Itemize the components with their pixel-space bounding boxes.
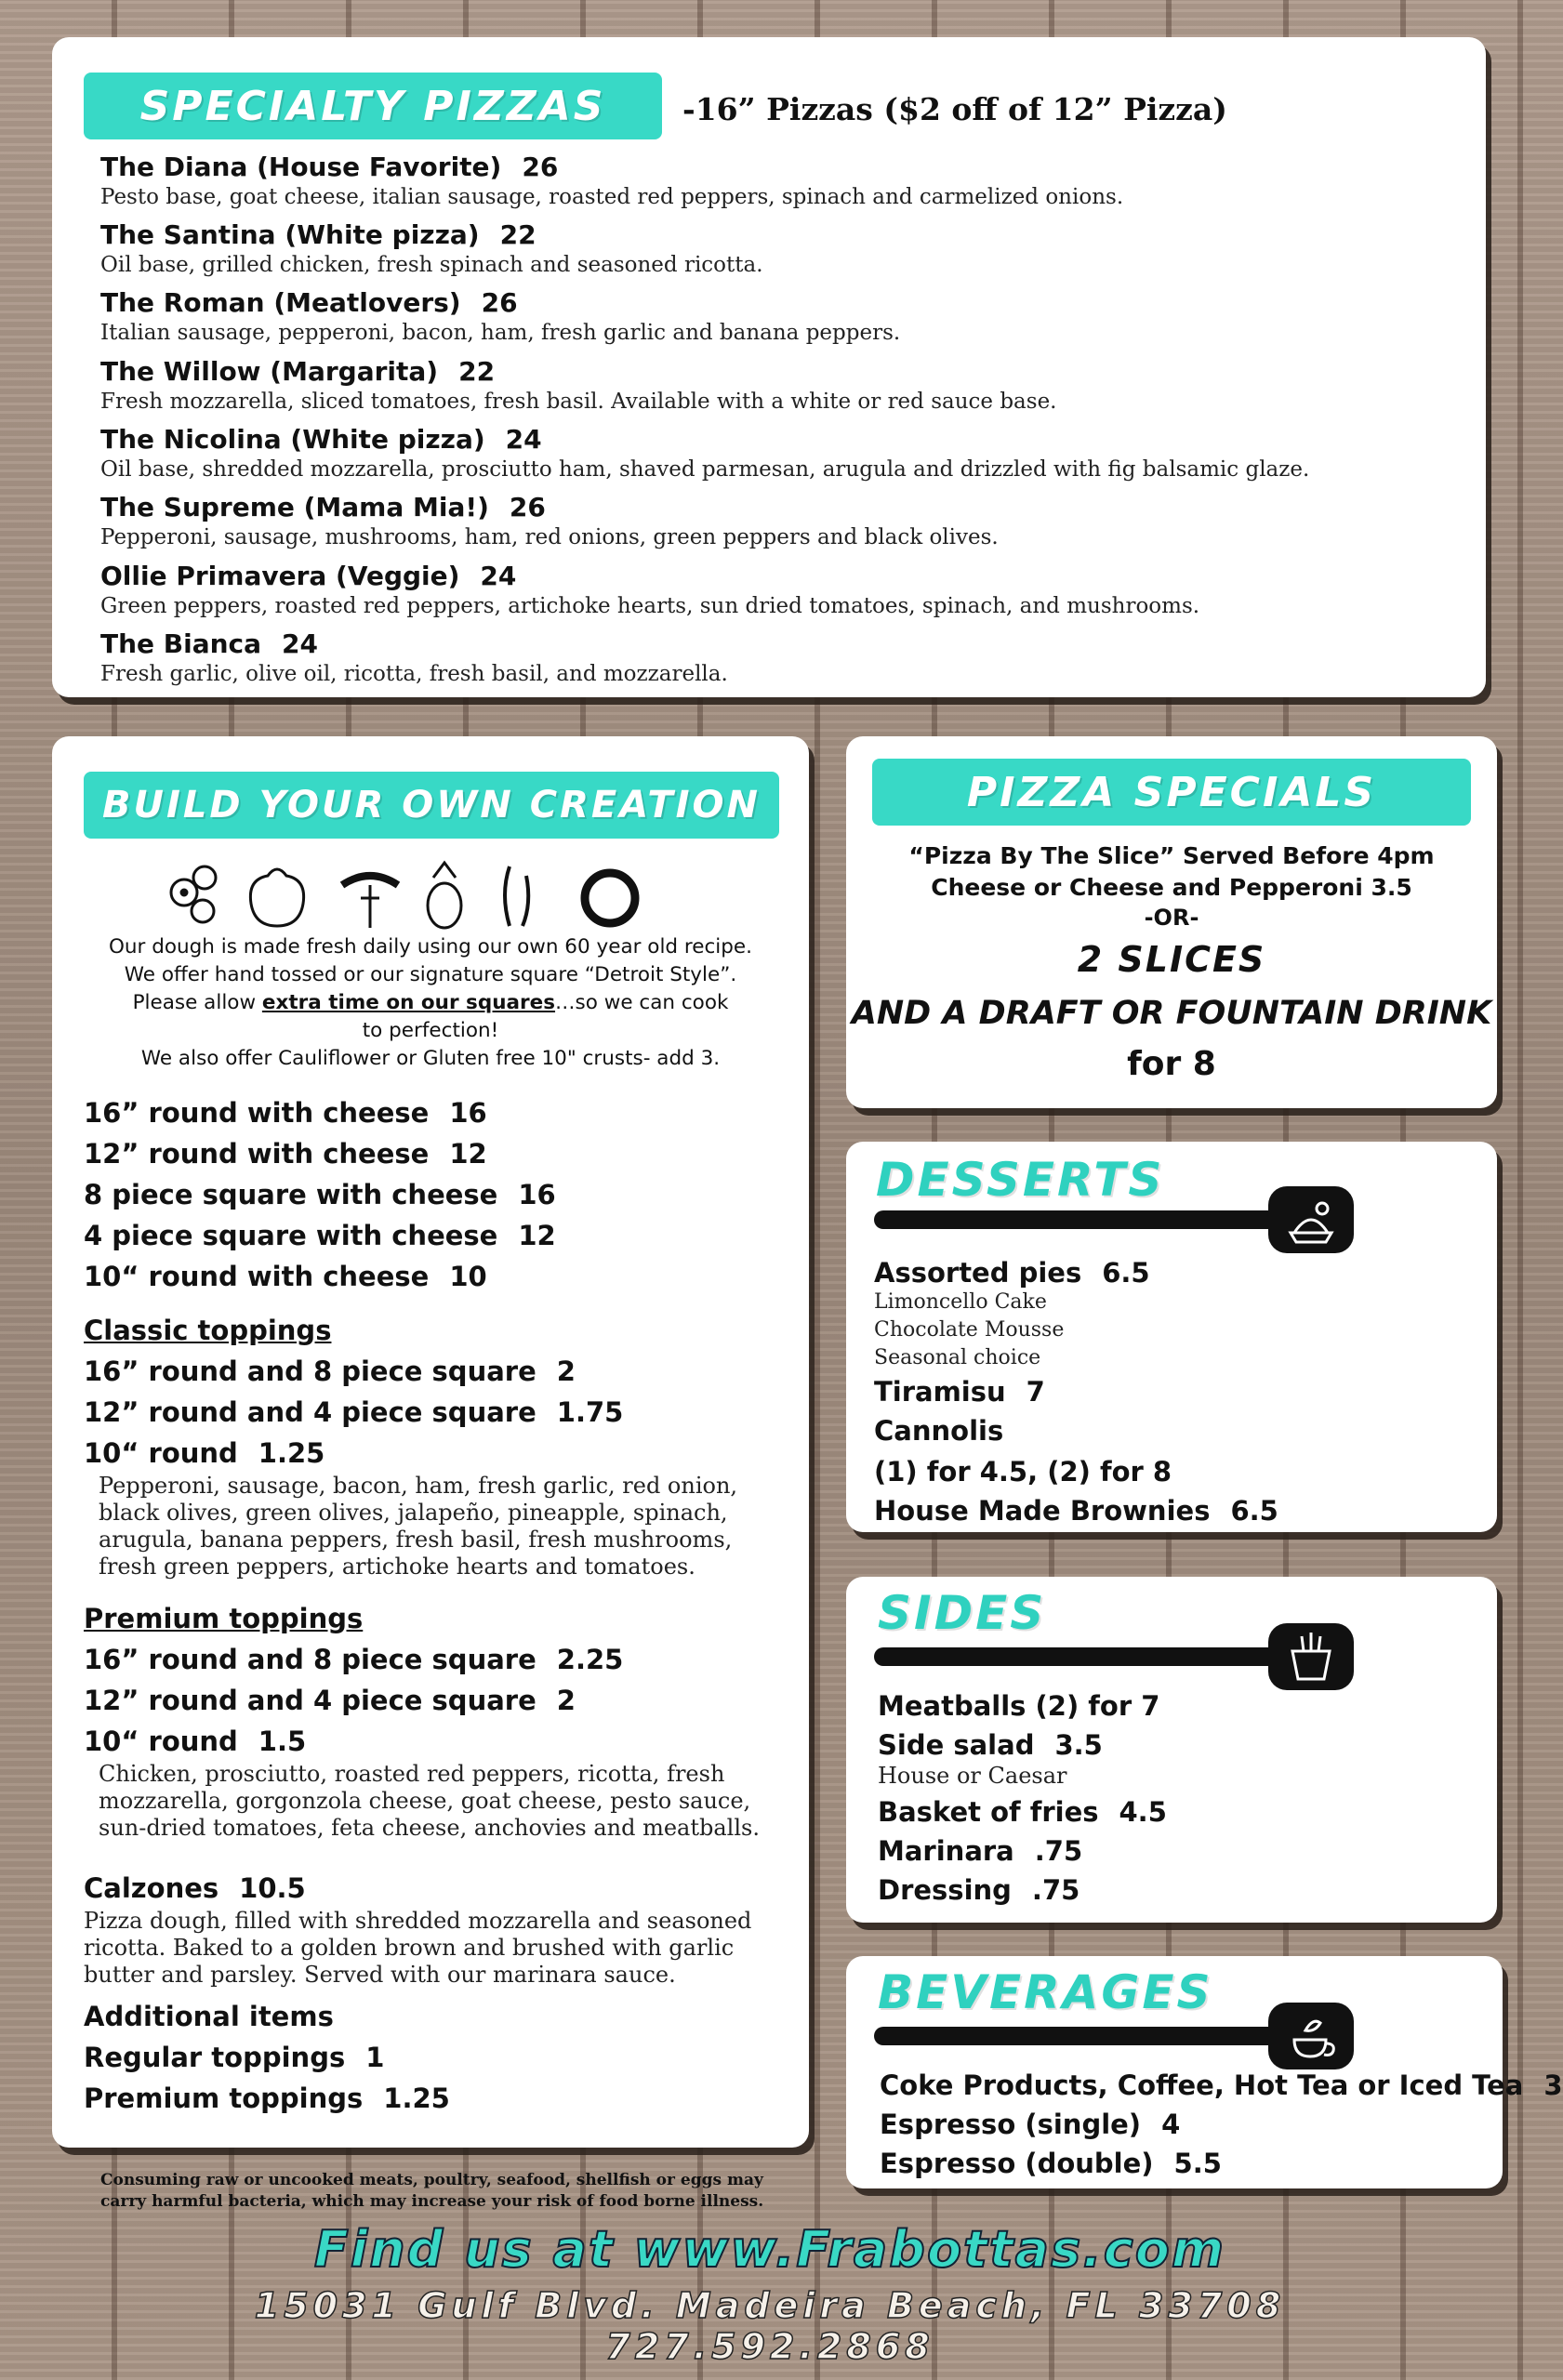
address: 15031 Gulf Blvd. Madeira Beach, FL 33708 (254, 2285, 1286, 2326)
spatula-handle (874, 1647, 1302, 1666)
side-row: Marinara .75 (878, 1835, 1083, 1867)
side-row: Meatballs (2) for 7 (878, 1690, 1160, 1722)
item-price: 22 (499, 219, 536, 250)
pie-option: Seasonal choice (874, 1346, 1041, 1369)
tea-cup-icon (1268, 2003, 1354, 2069)
item-desc: Oil base, grilled chicken, fresh spinach and seasoned ricotta. (100, 253, 763, 277)
specialty-pizzas-banner (84, 73, 662, 139)
specials-line: Cheese or Cheese and Pepperoni 3.5 (931, 874, 1412, 901)
ingredient-icons (166, 857, 686, 932)
dessert-row: Assorted pies 6.5 (874, 1257, 1150, 1289)
intro-line: Please allow extra time on our squares…so we can cook (132, 991, 729, 1014)
item-name: The Bianca (100, 628, 262, 659)
menu-item (100, 423, 1421, 483)
beverage-row: Espresso (single) 4 (880, 2109, 1181, 2140)
classic-row: 16” round and 8 piece square 2 (84, 1355, 576, 1387)
item-desc: Green peppers, roasted red peppers, artichoke hearts, sun dried tomatoes, spinach, and mushrooms. (100, 594, 1200, 618)
pizza-specials-title: PIZZA SPECIALS (966, 768, 1377, 816)
specialty-subtitle: -16” Pizzas ($2 off of 12” Pizza) (682, 91, 1227, 127)
premium-row: 16” round and 8 piece square 2.25 (84, 1644, 624, 1675)
build-your-own-banner (84, 772, 779, 839)
additional-row: Regular toppings 1 (84, 2042, 385, 2073)
dessert-icon (1268, 1186, 1354, 1253)
chili-icon (505, 866, 510, 926)
item-name: The Roman (Meatlovers) (100, 287, 461, 318)
sausage-fork-icon (342, 876, 398, 885)
item-price: 22 (458, 356, 496, 387)
specials-line: 2 SLICES (1077, 939, 1266, 980)
intro-line: Our dough is made fresh daily using our own 60 year old recipe. (108, 935, 752, 959)
item-price: 26 (509, 492, 546, 522)
classic-toppings-desc: Pepperoni, sausage, bacon, ham, fresh garlic, red onion, black olives, green olives, jalapeño, pineapple, spinach, arugula, banana peppers, fresh basil, fresh mushrooms, fresh green peppers, artichoke hearts and tomatoes. (99, 1473, 738, 1580)
premium-row: 10“ round 1.5 (84, 1726, 307, 1757)
classic-row: 12” round and 4 piece square 1.75 (84, 1396, 624, 1428)
item-name: The Diana (House Favorite) (100, 152, 502, 182)
spatula-handle (874, 2027, 1302, 2045)
fries-icon (1268, 1623, 1354, 1690)
item-desc: Oil base, shredded mozzarella, prosciutto ham, shaved parmesan, arugula and drizzled with fig balsamic glaze. (100, 457, 1310, 482)
calzones-desc: Pizza dough, filled with shredded mozzarella and seasoned ricotta. Baked to a golden brown and brushed with garlic butter and parsley. Served with our marinara sauce. (84, 1908, 752, 1988)
item-desc: Pesto base, goat cheese, italian sausage, roasted red peppers, spinach and carmelized onions. (100, 185, 1124, 209)
specials-line: AND A DRAFT OR FOUNTAIN DRINK (851, 995, 1492, 1032)
base-row: 10“ round with cheese 10 (84, 1261, 487, 1292)
pineapple-icon (428, 883, 461, 928)
item-name: The Willow (Margarita) (100, 356, 439, 387)
specialty-pizzas-title: SPECIALTY PIZZAS (139, 82, 606, 130)
menu-item (100, 628, 1421, 687)
side-row: Side salad 3.5 (878, 1729, 1103, 1761)
beverage-row: Coke Products, Coffee, Hot Tea or Iced Tea 3 (880, 2069, 1563, 2101)
intro-line: We also offer Cauliflower or Gluten free 10" crusts- add 3. (140, 1047, 721, 1070)
specials-line: -OR- (1144, 905, 1199, 931)
menu-item (100, 218, 1421, 278)
specials-body (846, 840, 1497, 1090)
premium-toppings-heading: Premium toppings (84, 1603, 364, 1634)
base-row: 4 piece square with cheese 12 (84, 1220, 556, 1251)
dessert-row: Cannolis (874, 1415, 1004, 1447)
item-price: 24 (282, 628, 318, 659)
item-price: 26 (481, 287, 518, 318)
side-row: Dressing .75 (878, 1874, 1080, 1906)
beverages-title: BEVERAGES (878, 1965, 1213, 2019)
item-desc: Fresh mozzarella, sliced tomatoes, fresh basil. Available with a white or red sauce base. (100, 390, 1057, 414)
item-price: 24 (480, 561, 517, 591)
premium-toppings-desc: Chicken, prosciutto, roasted red peppers, ricotta, fresh mozzarella, gorgonzola cheese, goat cheese, pesto sauce, sun-dried tomatoes, feta cheese, anchovies and meatballs. (99, 1761, 760, 1841)
build-intro (52, 933, 809, 1073)
item-name: The Supreme (Mama Mia!) (100, 492, 489, 522)
intro-line: We offer hand tossed or our signature square “Detroit Style”. (124, 963, 737, 986)
item-name: The Santina (White pizza) (100, 219, 480, 250)
pizza-specials-banner (872, 759, 1471, 826)
ingredients-icon (166, 857, 686, 932)
dessert-row: House Made Brownies 6.5 (874, 1495, 1278, 1527)
menu-item (100, 286, 1421, 346)
website-link[interactable]: Find us at www.Frabottas.com (313, 2220, 1226, 2279)
item-desc: Fresh garlic, olive oil, ricotta, fresh basil, and mozzarella. (100, 662, 728, 686)
item-name: Ollie Primavera (Veggie) (100, 561, 460, 591)
intro-line: to perfection! (362, 1019, 499, 1042)
pie-option: Limoncello Cake (874, 1290, 1047, 1314)
classic-row: 10“ round 1.25 (84, 1437, 325, 1469)
sides-title: SIDES (878, 1586, 1047, 1640)
dessert-row: (1) for 4.5, (2) for 8 (874, 1456, 1172, 1488)
menu-item (100, 151, 1421, 210)
menu-item (100, 491, 1421, 550)
desserts-title: DESSERTS (876, 1153, 1165, 1207)
item-desc: Pepperoni, sausage, mushrooms, ham, red onions, green peppers and black olives. (100, 525, 999, 549)
item-price: 26 (522, 152, 559, 182)
pepper-icon (250, 869, 303, 926)
build-your-own-title: BUILD YOUR OWN CREATION (101, 784, 761, 826)
item-price: 24 (505, 424, 542, 455)
side-note: House or Caesar (878, 1763, 1067, 1789)
beverage-row: Espresso (double) 5.5 (880, 2148, 1222, 2179)
specials-line: “Pizza By The Slice” Served Before 4pm (908, 842, 1435, 869)
base-row: 16” round with cheese 16 (84, 1097, 487, 1129)
item-desc: Italian sausage, pepperoni, bacon, ham, fresh garlic and banana peppers. (100, 321, 901, 345)
phone-number[interactable]: 727.592.2868 (605, 2326, 934, 2367)
pie-option: Chocolate Mousse (874, 1318, 1065, 1342)
calzones-row: Calzones 10.5 (84, 1872, 306, 1904)
item-name: The Nicolina (White pizza) (100, 424, 485, 455)
premium-row: 12” round and 4 piece square 2 (84, 1685, 576, 1716)
base-row: 8 piece square with cheese 16 (84, 1179, 556, 1210)
additional-items-heading: Additional items (84, 2001, 334, 2032)
side-row: Basket of fries 4.5 (878, 1796, 1167, 1828)
menu-item (100, 355, 1421, 415)
dessert-row: Tiramisu 7 (874, 1376, 1045, 1408)
classic-toppings-heading: Classic toppings (84, 1315, 332, 1346)
base-row: 12” round with cheese 12 (84, 1138, 487, 1170)
additional-row: Premium toppings 1.25 (84, 2082, 450, 2114)
disclaimer: Consuming raw or uncooked meats, poultry, seafood, shellfish or eggs may carry harmful bacteria, which may increase your risk of food borne illness. (100, 2171, 764, 2211)
specials-line: for 8 (1127, 1045, 1216, 1083)
spatula-handle (874, 1210, 1302, 1229)
menu-item (100, 560, 1421, 619)
